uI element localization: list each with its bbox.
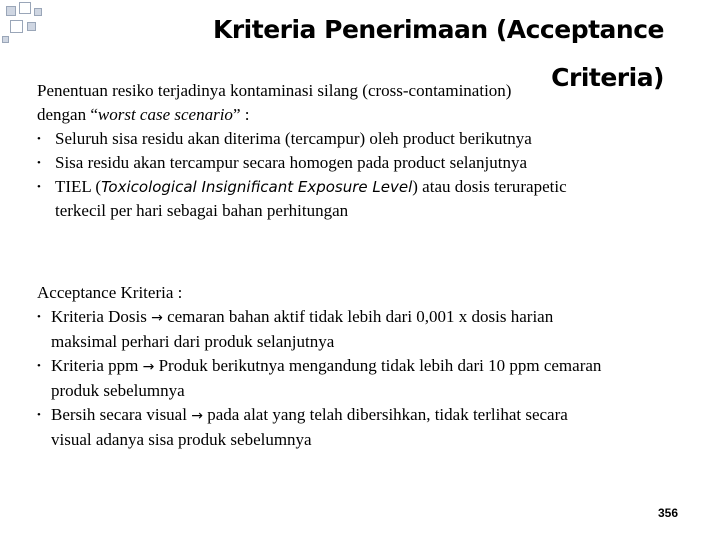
deco-square [2,36,9,43]
deco-square [10,20,23,33]
bullet-icon: • [37,311,41,323]
slide-title: Kriteria Penerimaan (Acceptance Criteria) [212,15,664,92]
deco-square [27,22,36,31]
list-item: • Seluruh sisa residu akan diterima (tercampur) oleh product berikutnya [37,127,567,151]
arrow-icon: → [191,408,203,424]
section-heading: Acceptance Kriteria : [37,283,183,302]
list-item: • Sisa residu akan tercampur secara homogen pada product selanjutnya [37,151,567,175]
deco-square [6,6,16,16]
criteria-intro [37,79,567,223]
intro-line-1: Penentuan resiko terjadinya kontaminasi silang (cross-contamination) [37,81,512,100]
list-item: • Kriteria Dosis → cemaran bahan aktif tidak lebih dari 0,001 x dosis harian [37,305,601,330]
page-number: 356 [657,506,678,520]
bullet-icon: • [37,360,41,372]
deco-square [34,8,42,16]
acceptance-criteria [37,281,601,452]
arrow-icon: → [142,359,155,375]
list-item-continuation: visual adanya sisa produk sebelumnya [51,430,312,449]
intro-line-2: dengan “worst case scenario” : [37,105,250,124]
deco-square [19,2,31,14]
list-item-continuation: produk sebelumnya [51,381,185,400]
bullet-icon: • [37,409,41,421]
list-item-continuation: terkecil per hari sebagai bahan perhitungan [55,201,349,220]
list-item: • TIEL (Toxicological Insignificant Exposure Level) atau dosis terurapetic [37,175,567,199]
list-item: • Bersih secara visual → pada alat yang telah dibersihkan, tidak terlihat secara [37,403,601,428]
list-item: • Kriteria ppm → Produk berikutnya mengandung tidak lebih dari 10 ppm cemaran [37,354,601,379]
bullet-icon: • [37,133,41,145]
bullet-icon: • [37,181,41,193]
corner-decoration [0,0,60,60]
arrow-icon: → [151,310,163,326]
bullet-icon: • [37,157,41,169]
list-item-continuation: maksimal perhari dari produk selanjutnya [51,332,335,351]
